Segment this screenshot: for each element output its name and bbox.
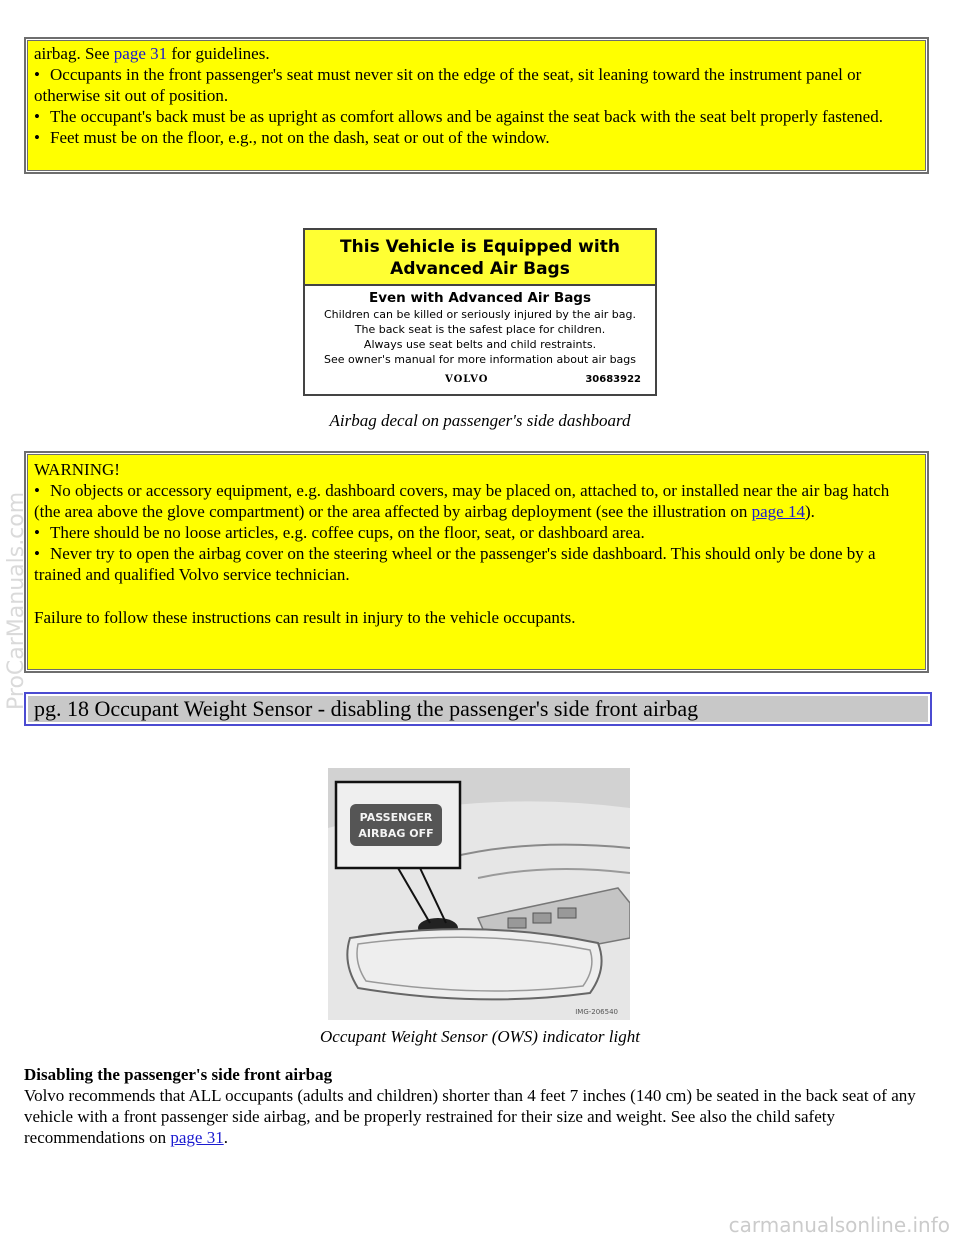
image-code: IMG-206540	[575, 1008, 618, 1016]
passenger-light-label: PASSENGER	[359, 811, 433, 824]
decal-part-number: 30683922	[585, 374, 641, 385]
guideline-bullet: • Feet must be on the floor, e.g., not on the dash, seat or out of the window.	[34, 127, 919, 148]
ows-indicator-image	[328, 768, 630, 1020]
page-14-link[interactable]: page 14	[751, 502, 805, 521]
warning-title: WARNING!	[34, 460, 120, 479]
bottom-watermark: carmanualsonline.info	[728, 1213, 950, 1237]
ows-caption: Occupant Weight Sensor (OWS) indicator light	[320, 1027, 640, 1046]
section-title: Disabling the passenger's side front airbag	[24, 1065, 333, 1084]
volvo-logo: VOLVO	[445, 374, 489, 385]
ows-illustration	[328, 768, 630, 1020]
airbag-off-label: AIRBAG OFF	[358, 827, 434, 840]
warning-box	[24, 451, 929, 673]
warning-bullet: • There should be no loose articles, e.g. coffee cups, on the floor, seat, or dashboard area.	[34, 522, 919, 543]
decal-caption: Airbag decal on passenger's side dashboard	[329, 411, 631, 430]
warning-bullet: • No objects or accessory equipment, e.g. dashboard covers, may be placed on, attached to, or installed near the air bag hatch (the area above the glove compartment) or the area affected by airbag deployment (see the illustration on page 14).	[34, 480, 919, 522]
airbag-decal-image	[303, 228, 657, 396]
guideline-bullet: • The occupant's back must be as upright as comfort allows and be against the seat back with the seat belt properly fastened.	[34, 106, 919, 127]
page-31-link[interactable]: page 31	[170, 1128, 224, 1147]
guidelines-intro: airbag. See page 31 for guidelines.	[34, 44, 270, 63]
warning-bullet: • Never try to open the airbag cover on the steering wheel or the passenger's side dashboard. This should only be done by a trained and qualified Volvo service technician.	[34, 543, 919, 585]
guidelines-box	[24, 37, 929, 174]
guideline-bullet: • Occupants in the front passenger's seat must never sit on the edge of the seat, sit leaning toward the instrument panel or otherwise sit out of position.	[34, 64, 919, 106]
page-31-link[interactable]: page 31	[113, 44, 168, 63]
side-watermark: ProCarManuals.com	[4, 491, 29, 710]
decal-footer	[305, 376, 655, 390]
warning-footer: Failure to follow these instructions can result in injury to the vehicle occupants.	[34, 608, 576, 627]
decal-body: Even with Advanced Air Bags Children can be killed or seriously injured by the air bag. The back seat is the safest place for children. Always use seat belts and child restraints. See owner's manual for more information about air bags	[323, 290, 637, 366]
decal-title: This Vehicle is Equipped with Advanced Air Bags	[305, 230, 655, 286]
section-heading: pg. 18 Occupant Weight Sensor - disabling the passenger's side front airbag	[24, 692, 932, 726]
section-body: Volvo recommends that ALL occupants (adults and children) shorter than 4 feet 7 inches (140 cm) be seated in the back seat of any vehicle with a front passenger side airbag, and be properly restrained for their size and weight. See also the child safety recommendations on page 31.	[24, 1086, 916, 1147]
